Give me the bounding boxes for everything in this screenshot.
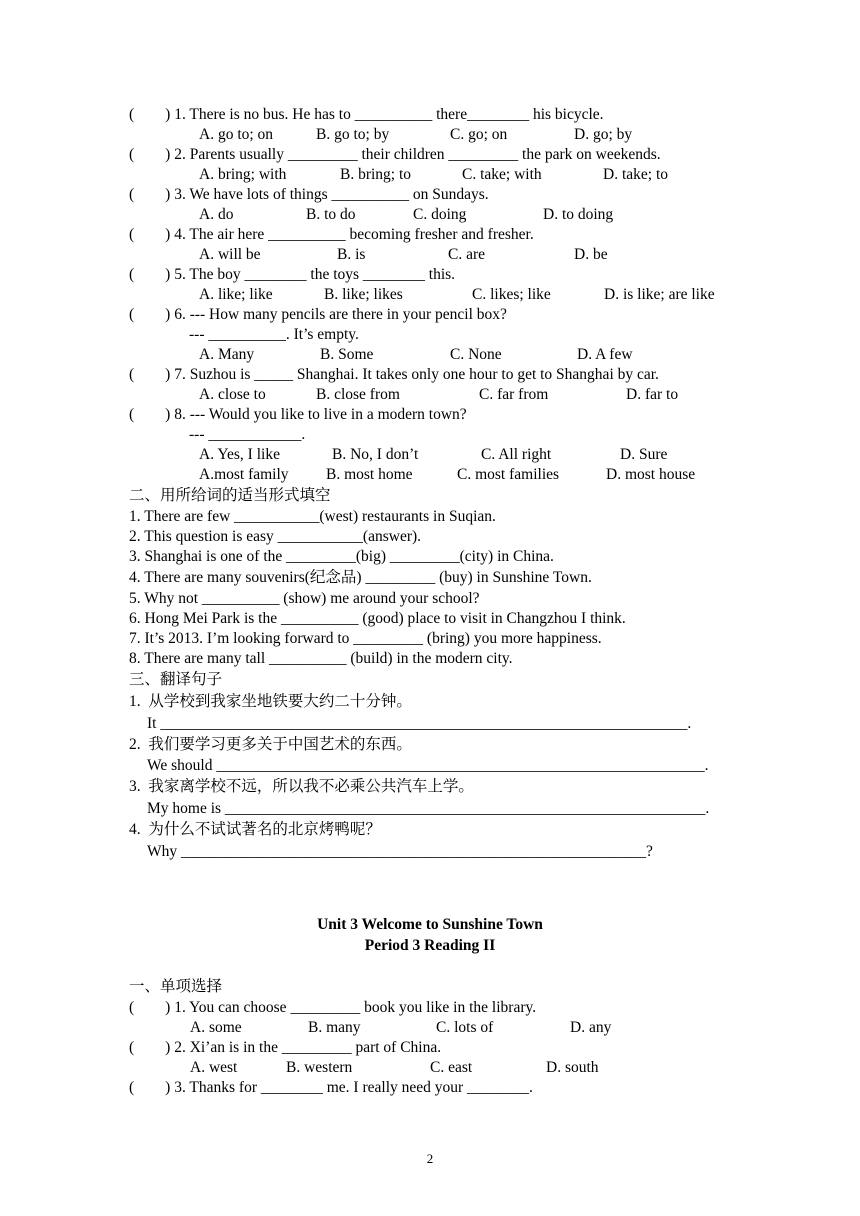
option-b: B. like; likes [324, 286, 403, 303]
option-a: A. Many [199, 346, 255, 363]
option-b: B. bring; to [340, 166, 412, 183]
option-c: C. lots of [436, 1019, 494, 1036]
question-6: ( ) 6. --- How many pencils are there in your pencil box? [129, 306, 507, 323]
question-6-response: --- __________. It’s empty. [189, 326, 359, 343]
translate-prompt-4: 4. 为什么不试试著名的北京烤鸭呢？ [129, 821, 381, 838]
option-a: A. do [199, 206, 234, 223]
option-c: C. take; with [462, 166, 542, 183]
option-a: A. close to [199, 386, 266, 403]
option-c: C. most families [457, 466, 560, 483]
question-8: ( ) 8. --- Would you like to live in a modern town? [129, 406, 467, 423]
option-d: D. is like; are like [604, 286, 715, 303]
section-heading: 一、单项选择 [129, 978, 223, 995]
fill-item-7: 7. It’s 2013. I’m looking forward to _________ (bring) you more happiness. [129, 630, 602, 647]
option-a: A. go to; on [199, 126, 274, 143]
option-b: B. is [337, 246, 366, 263]
question-1: ( ) 1. There is no bus. He has to __________ there________ his bicycle. [129, 106, 604, 123]
option-c: C. All right [481, 446, 552, 463]
fill-item-3: 3. Shanghai is one of the _________(big) _________(city) in China. [129, 548, 554, 565]
fill-item-2: 2. This question is easy ___________(answer). [129, 528, 422, 545]
fill-item-1: 1. There are few ___________(west) restaurants in Suqian. [129, 508, 496, 525]
question-2: ( ) 2. Parents usually _________ their children _________ the park on weekends. [129, 146, 661, 163]
question-2: ( ) 2. Xi’an is in the _________ part of China. [129, 1039, 442, 1056]
option-b: B. most home [326, 466, 413, 483]
option-d: D. A few [577, 346, 633, 363]
option-b: B. western [286, 1059, 353, 1076]
fill-item-5: 5. Why not __________ (show) me around your school? [129, 590, 480, 607]
page-number: 2 [426, 1151, 434, 1166]
option-a: A. bring; with [199, 166, 287, 183]
unit-title: Unit 3 Welcome to Sunshine Town [317, 916, 543, 933]
translate-answer-2: We should _______________________________________________________________. [147, 757, 709, 774]
translate-prompt-2: 2. 我们要学习更多关于中国艺术的东西。 [129, 736, 412, 753]
question-4: ( ) 4. The air here __________ becoming fresher and fresher. [129, 226, 534, 243]
question-8-response: --- ____________. [189, 426, 306, 443]
question-3: ( ) 3. We have lots of things __________ on Sundays. [129, 186, 489, 203]
section-heading: 二、用所给词的适当形式填空 [129, 487, 331, 504]
option-d: D. Sure [620, 446, 668, 463]
option-b: B. many [308, 1019, 361, 1036]
question-5: ( ) 5. The boy ________ the toys ________ this. [129, 266, 456, 283]
option-d: D. south [546, 1059, 599, 1076]
option-c: C. go; on [450, 126, 508, 143]
option-a: A.most family [199, 466, 289, 483]
translate-answer-3: My home is ______________________________________________________________. [147, 800, 710, 817]
question-3: ( ) 3. Thanks for ________ me. I really need your ________. [129, 1079, 533, 1096]
question-7: ( ) 7. Suzhou is _____ Shanghai. It takes only one hour to get to Shanghai by car. [129, 366, 659, 383]
option-c: C. None [450, 346, 502, 363]
option-d: D. be [574, 246, 608, 263]
option-d: D. to doing [543, 206, 614, 223]
option-c: C. likes; like [472, 286, 551, 303]
option-b: B. close from [316, 386, 400, 403]
option-d: D. go; by [574, 126, 633, 143]
option-c: C. are [448, 246, 486, 263]
translate-prompt-1: 1. 从学校到我家坐地铁要大约二十分钟。 [129, 693, 412, 710]
option-c: C. doing [413, 206, 467, 223]
option-b: B. Some [320, 346, 374, 363]
option-d: D. any [570, 1019, 612, 1036]
period-title: Period 3 Reading II [364, 937, 496, 954]
fill-item-4: 4. There are many souvenirs(纪念品) _________ (buy) in Sunshine Town. [129, 569, 592, 586]
translate-answer-4: Why ____________________________________________________________? [147, 843, 653, 860]
option-c: C. far from [479, 386, 549, 403]
option-b: B. No, I don’t [332, 446, 419, 463]
option-d: D. far to [626, 386, 679, 403]
option-a: A. like; like [199, 286, 273, 303]
fill-item-8: 8. There are many tall __________ (build) in the modern city. [129, 650, 513, 667]
option-d: D. take; to [603, 166, 668, 183]
option-a: A. some [190, 1019, 242, 1036]
fill-item-6: 6. Hong Mei Park is the __________ (good) place to visit in Changzhou I think. [129, 610, 626, 627]
option-b: B. go to; by [316, 126, 390, 143]
option-a: A. west [190, 1059, 238, 1076]
option-a: A. will be [199, 246, 261, 263]
option-a: A. Yes, I like [199, 446, 280, 463]
translate-prompt-3: 3. 我家离学校不远，所以我不必乘公共汽车上学。 [129, 778, 474, 795]
translate-answer-1: It ____________________________________________________________________. [147, 715, 692, 732]
option-b: B. to do [306, 206, 356, 223]
question-1: ( ) 1. You can choose _________ book you like in the library. [129, 999, 537, 1016]
section-heading: 三、翻译句子 [129, 671, 223, 688]
option-d: D. most house [606, 466, 696, 483]
option-c: C. east [430, 1059, 473, 1076]
